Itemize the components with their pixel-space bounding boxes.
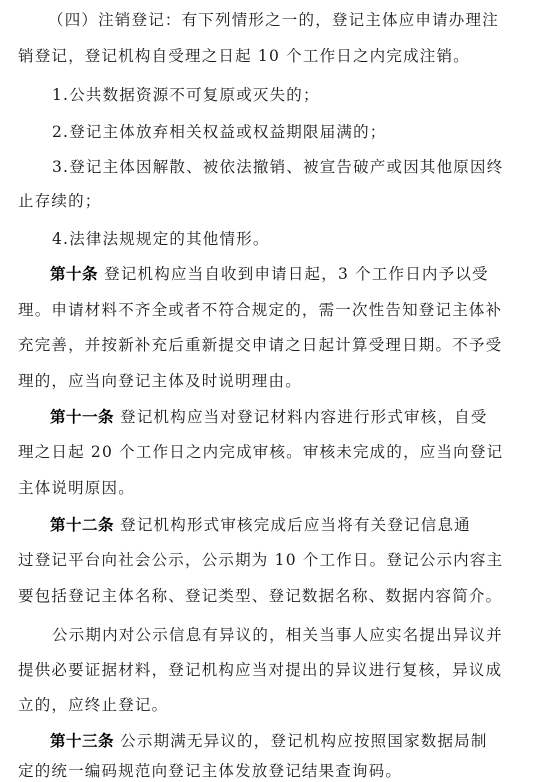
line-text: 登记机构应当对登记材料内容进行形式审核，自受 (114, 408, 488, 426)
text-line (52, 228, 521, 250)
line-text: 4.法律法规规定的其他情形。 (52, 230, 270, 248)
text-line (52, 121, 521, 143)
line-text: 充完善，并按新补充后重新提交申请之日起计算受理日期。不予受 (18, 336, 503, 354)
line-text: 主体说明原因。 (18, 479, 135, 497)
text-line (48, 9, 521, 31)
line-text: 2.登记主体放弃相关权益或权益期限届满的； (52, 123, 387, 141)
text-line (18, 370, 521, 392)
line-text: （四）注销登记：有下列情形之一的，登记主体应申请办理注 (48, 11, 499, 29)
line-text: 理。申请材料不齐全或者不符合规定的，需一次性告知登记主体补 (18, 301, 503, 319)
article-heading: 第十一条 (50, 407, 115, 426)
line-text: 理的，应当向登记主体及时说明理由。 (18, 372, 302, 390)
text-line (18, 477, 521, 499)
line-text: 销登记，登记机构自受理之日起 10 个工作日之内完成注销。 (18, 47, 470, 65)
line-text: 3.登记主体因解散、被依法撤销、被宣告破产或因其他原因终 (52, 158, 504, 176)
text-line (18, 334, 521, 356)
line-text: 1.公共数据资源不可复原或灭失的； (52, 86, 320, 104)
text-line (50, 514, 521, 536)
line-text: 提供必要证据材料，登记机构应当对提出的异议进行复核，异议成 (18, 661, 503, 679)
text-line (18, 694, 521, 716)
text-line (52, 84, 521, 106)
article-heading: 第十三条 (50, 731, 115, 750)
line-text: 要包括登记主体名称、登记类型、登记数据名称、数据内容简介。 (18, 587, 503, 605)
line-text: 止存续的； (18, 192, 102, 210)
text-line (18, 190, 521, 212)
text-line (52, 624, 521, 646)
line-text: 定的统一编码规范向登记主体发放登记结果查询码。 (18, 762, 403, 780)
article-heading: 第十条 (50, 264, 99, 283)
text-line (50, 406, 521, 428)
text-line (18, 45, 521, 67)
text-line (18, 585, 521, 607)
text-line (18, 549, 521, 571)
text-line (18, 659, 521, 681)
text-line (50, 263, 521, 285)
line-text: 立的，应终止登记。 (18, 696, 169, 714)
text-line (52, 156, 521, 178)
text-line (18, 441, 521, 463)
line-text: 过登记平台向社会公示，公示期为 10 个工作日。登记公示内容主 (18, 551, 504, 569)
text-line (18, 760, 521, 782)
line-text: 登记机构形式审核完成后应当将有关登记信息通 (114, 516, 471, 534)
line-text: 公示期满无异议的，登记机构应按照国家数据局制 (114, 732, 488, 750)
line-text: 理之日起 20 个工作日之内完成审核。审核未完成的，应当向登记 (18, 443, 504, 461)
line-text: 公示期内对公示信息有异议的，相关当事人应实名提出异议并 (52, 626, 503, 644)
text-line (18, 299, 521, 321)
article-heading: 第十二条 (50, 515, 115, 534)
line-text: 登记机构应当自收到申请日起，3 个工作日内予以受 (98, 265, 489, 283)
text-line (50, 730, 521, 752)
